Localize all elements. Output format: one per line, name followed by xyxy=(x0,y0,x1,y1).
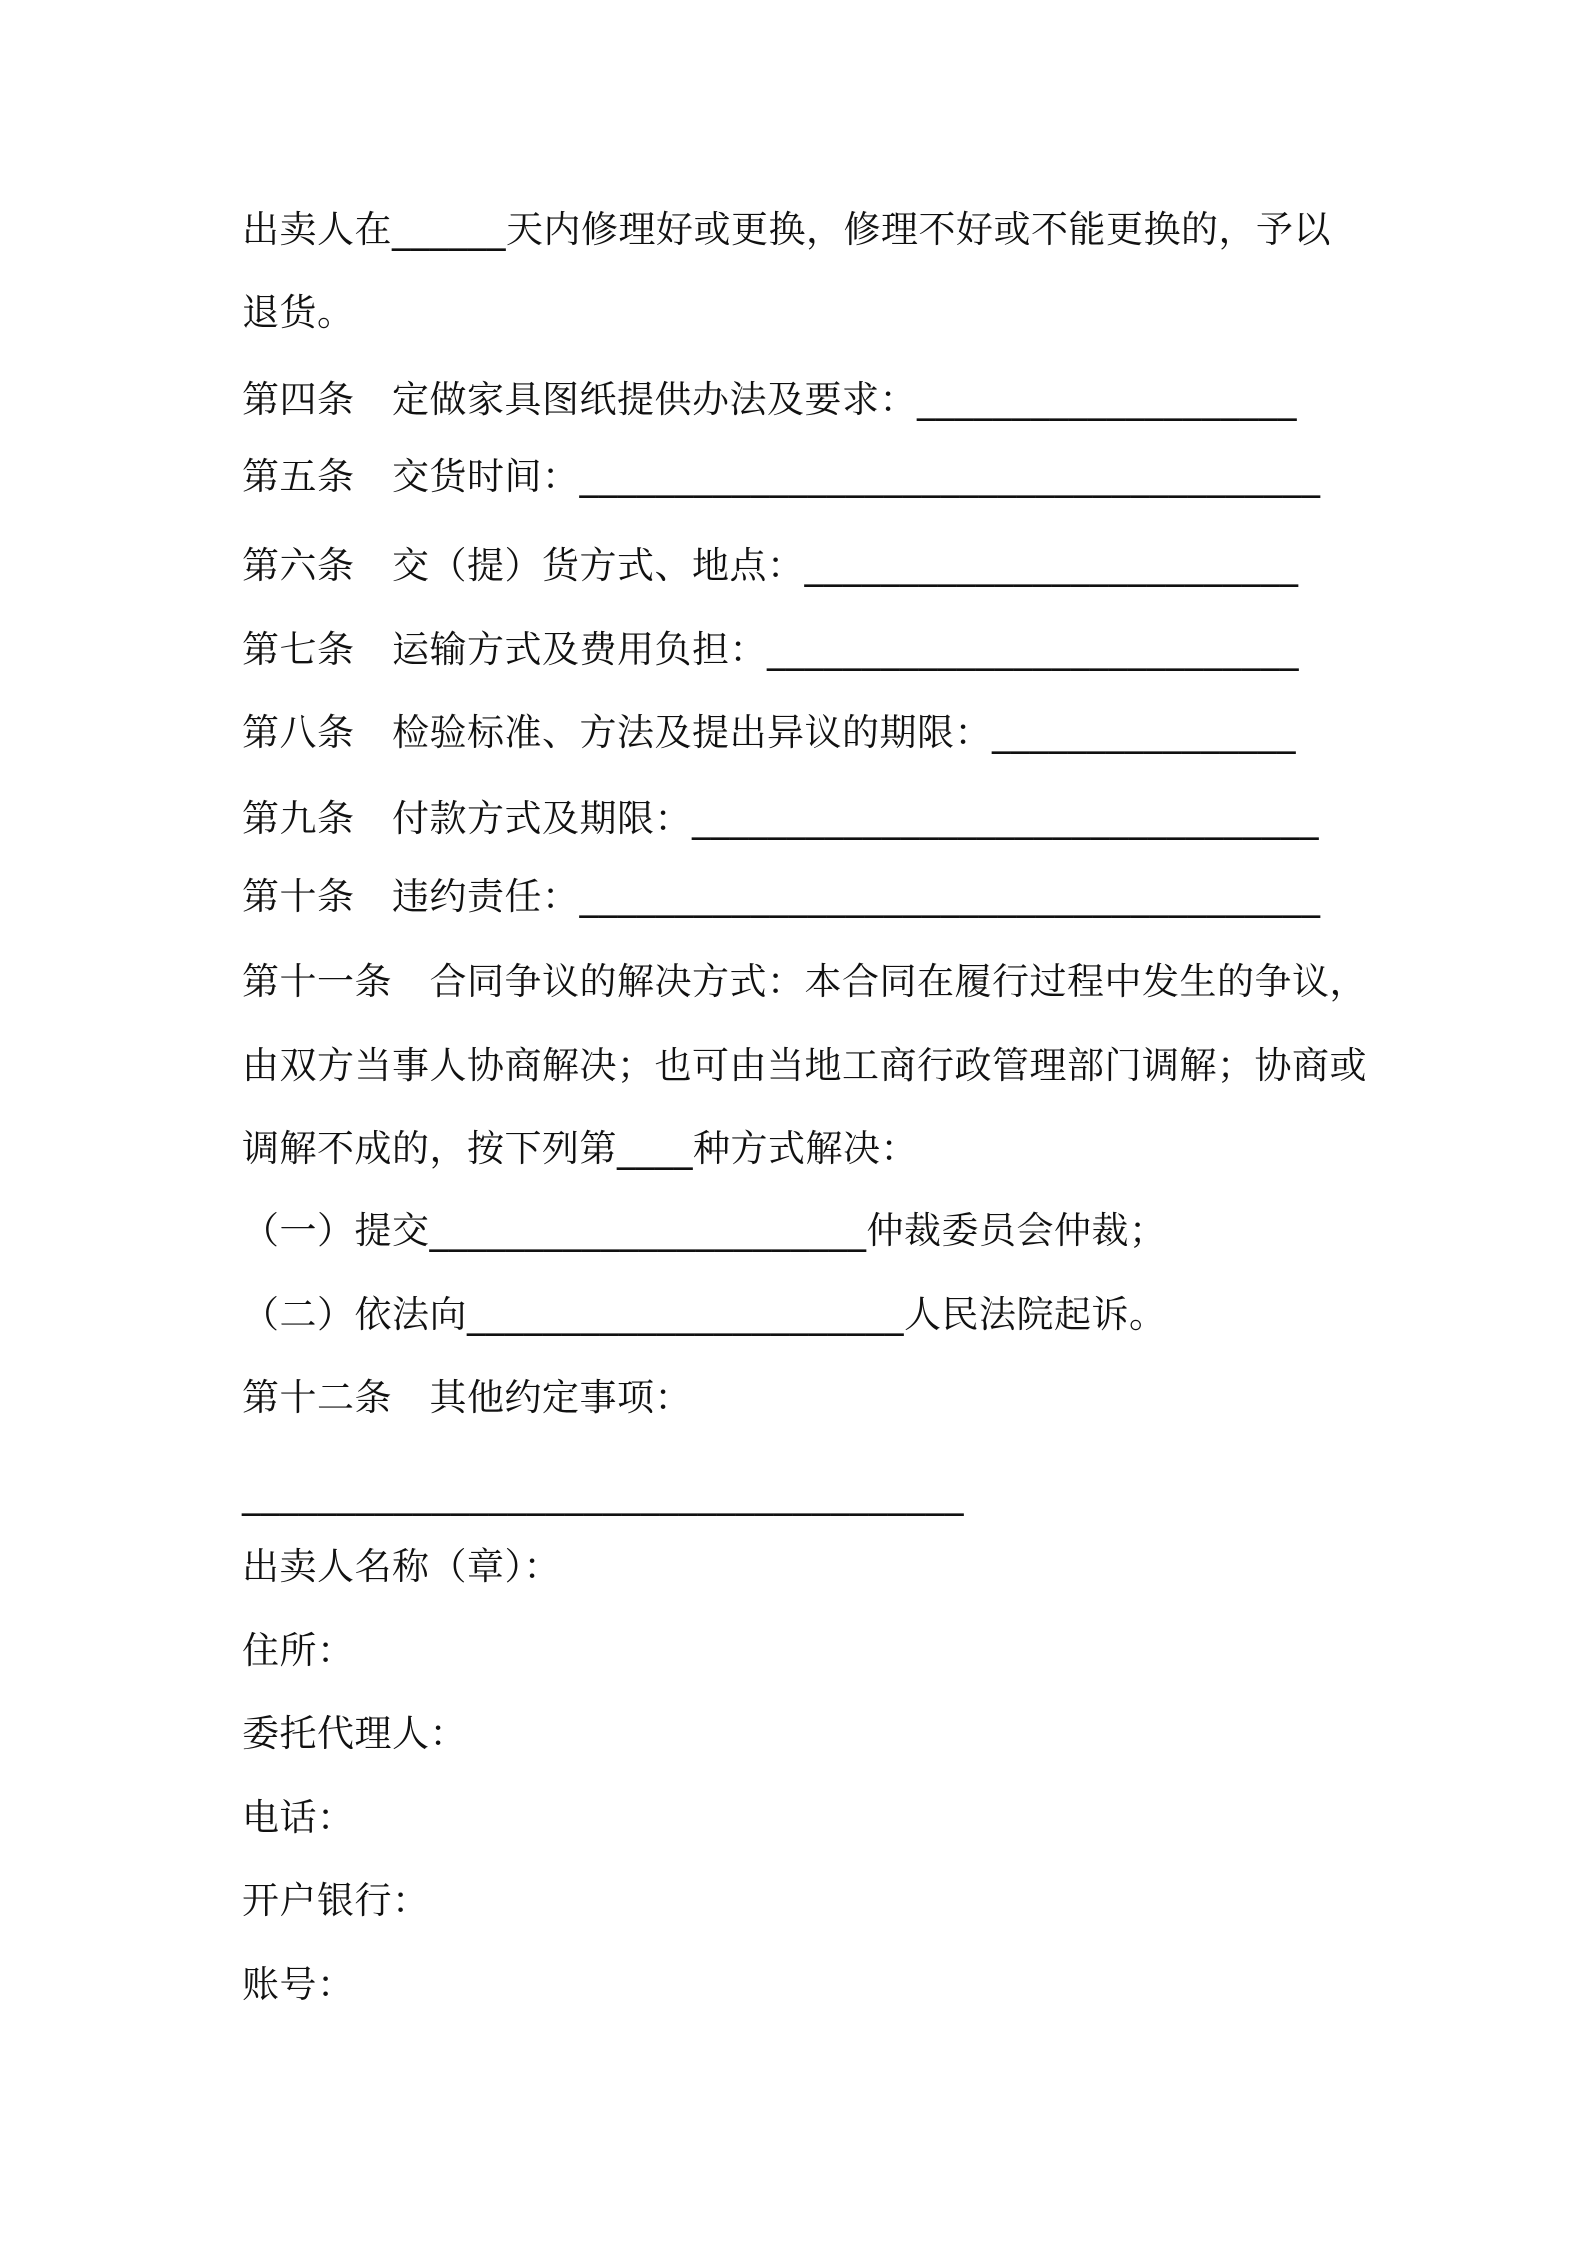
article-9: 第九条 付款方式及期限：_________________________________ xyxy=(242,797,1319,840)
phone-label: 电话： xyxy=(242,1796,355,1839)
blank-line: ______________________________________ xyxy=(242,1473,964,1516)
account-label: 账号： xyxy=(242,1963,355,2006)
agent-label: 委托代理人： xyxy=(242,1712,467,1755)
article-5: 第五条 交货时间：_______________________________________ xyxy=(242,455,1321,498)
article-8: 第八条 检验标准、方法及提出异议的期限：________________ xyxy=(242,711,1296,754)
text-line: 退货。 xyxy=(242,291,355,334)
text-line: 由双方当事人协商解决；也可由当地工商行政管理部门调解；协商或 xyxy=(242,1044,1367,1087)
article-12: 第十二条 其他约定事项： xyxy=(242,1376,692,1419)
option-arbitration: （一）提交_______________________仲裁委员会仲裁； xyxy=(242,1209,1167,1252)
seller-name-label: 出卖人名称（章）： xyxy=(242,1545,561,1588)
article-6: 第六条 交（提）货方式、地点：__________________________ xyxy=(242,544,1299,587)
text-line: 出卖人在______天内修理好或更换，修理不好或不能更换的，予以 xyxy=(242,208,1331,251)
text-line: 调解不成的，按下列第____种方式解决： xyxy=(242,1127,918,1170)
option-litigation: （二）依法向_______________________人民法院起诉。 xyxy=(242,1293,1167,1336)
article-10: 第十条 违约责任：_______________________________________ xyxy=(242,875,1321,918)
article-4: 第四条 定做家具图纸提供办法及要求：____________________ xyxy=(242,378,1297,421)
article-7: 第七条 运输方式及费用负担：____________________________ xyxy=(242,628,1299,671)
address-label: 住所： xyxy=(242,1629,355,1672)
bank-label: 开户银行： xyxy=(242,1879,430,1922)
article-11: 第十一条 合同争议的解决方式：本合同在履行过程中发生的争议， xyxy=(242,960,1367,1003)
